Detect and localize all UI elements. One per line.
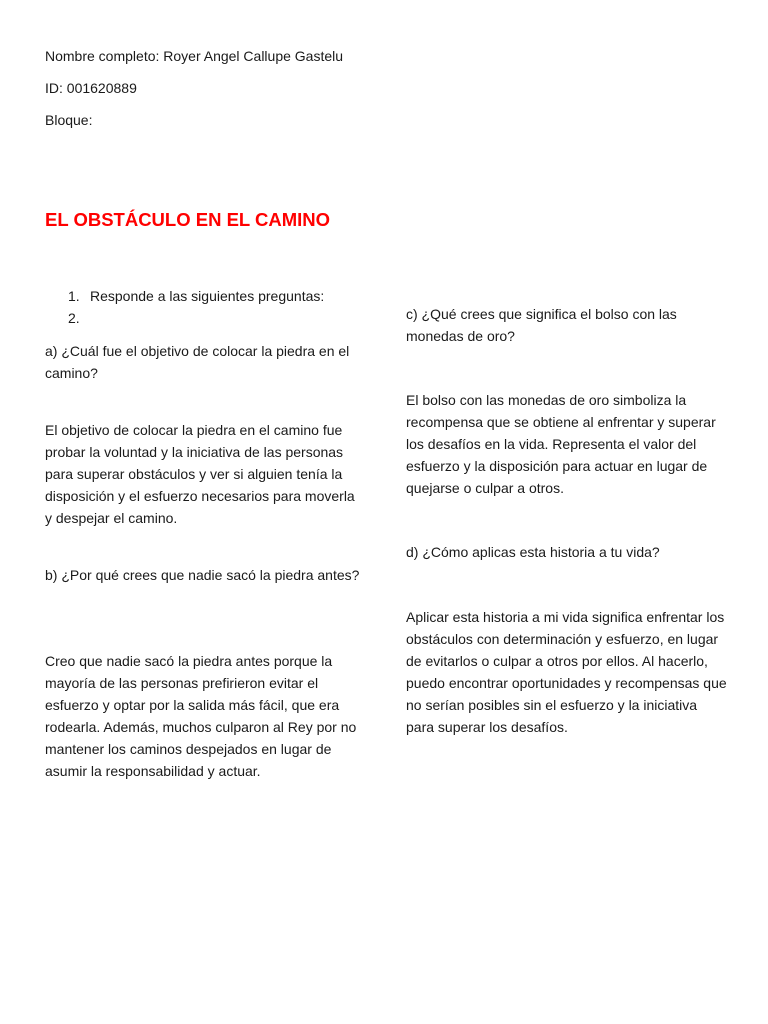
answer-b: Creo que nadie sacó la piedra antes porque la mayoría de las personas prefirieron evitar el esfuerzo y optar por la salida más fácil, que era rodearla. Además, muchos culparon al Rey por no mantener los caminos despejados en lugar de asumir la responsabilidad y actuar. — [45, 653, 357, 779]
answer-a: El objetivo de colocar la piedra en el camino fue probar la voluntad y la iniciativa de las personas para superar obstáculos y ver si alguien tenía la disposición y el esfuerzo necesarios para moverla y despejar el camino. — [45, 422, 355, 526]
list-item-number: 1. — [68, 288, 80, 304]
answer-d: Aplicar esta historia a mi vida significa enfrentar los obstáculos con determinación y esfuerzo, en lugar de evitarlos o culpar a otros por ellos. Al hacerlo, puedo encontrar oportunidades y recompensas que no serían posibles sin el esfuerzo y la iniciativa para superar los desafíos. — [406, 609, 727, 735]
question-c: c) ¿Qué crees que significa el bolso con las monedas de oro? — [406, 306, 677, 344]
list-item-text: Responde a las siguientes preguntas: — [90, 288, 325, 304]
id-line: ID: 001620889 — [45, 80, 137, 96]
block-line: Bloque: — [45, 112, 93, 128]
answer-c: El bolso con las monedas de oro simboliza la recompensa que se obtiene al enfrentar y superar los desafíos en la vida. Representa el valor del esfuerzo y la disposición para actuar en lugar de quejarse o culpar a otros. — [406, 392, 716, 496]
question-b: b) ¿Por qué crees que nadie sacó la piedra antes? — [45, 567, 360, 583]
full-name-line: Nombre completo: Royer Angel Callupe Gastelu — [45, 48, 344, 64]
list-item — [68, 285, 324, 307]
list-item — [68, 307, 324, 329]
question-a: a) ¿Cuál fue el objetivo de colocar la piedra en el camino? — [45, 343, 350, 381]
question-d: d) ¿Cómo aplicas esta historia a tu vida? — [406, 544, 660, 560]
instruction-list — [68, 285, 324, 329]
document-title: EL OBSTÁCULO EN EL CAMINO — [45, 209, 331, 230]
list-item-number: 2. — [68, 310, 80, 326]
